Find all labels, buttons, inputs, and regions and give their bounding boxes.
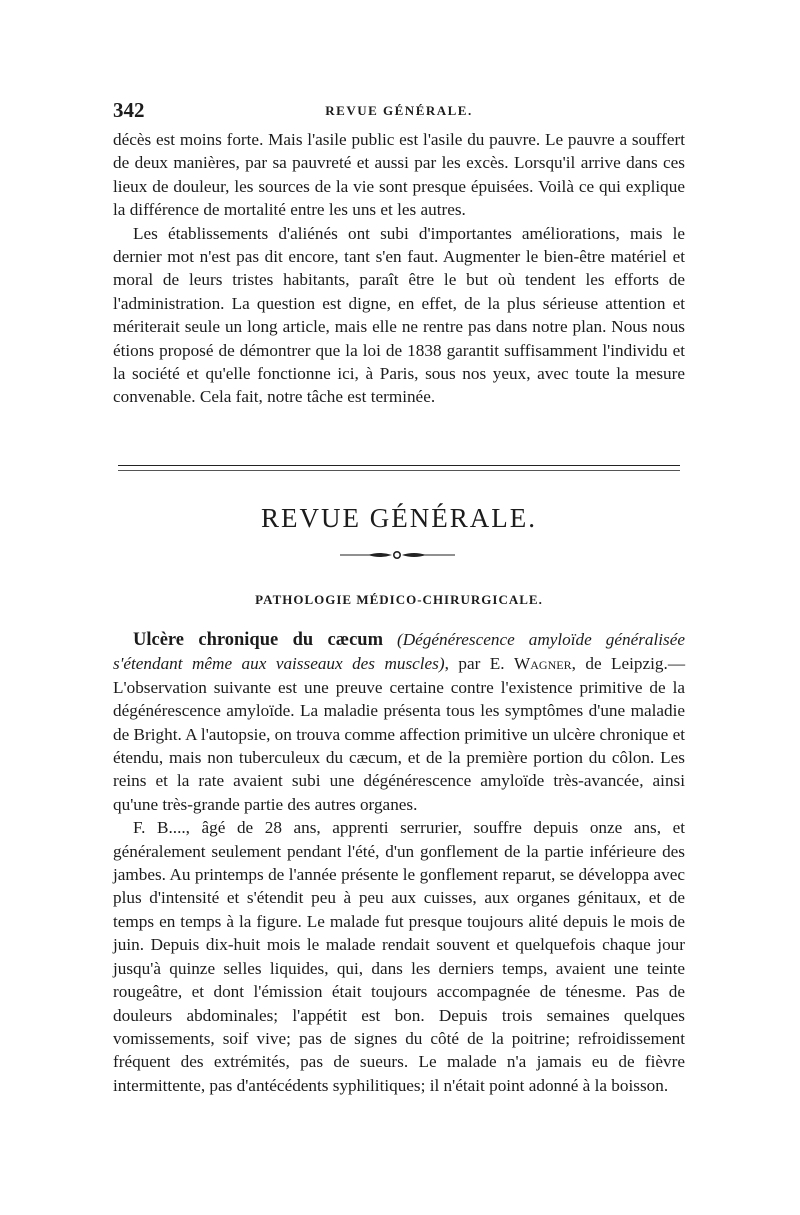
section-divider-rule: [118, 465, 680, 466]
paragraph-intro-2: Les établissements d'aliénés ont subi d'importantes améliorations, mais le dernier mot n'est pas dit encore, tant s'en faut. Augmenter le bien-être matériel et moral de leurs tristes habitants, paraît être le but où tendent les efforts de l'administration. La question est digne, en effet, de la plus sérieuse attention et mériterait seule un long article, mais elle ne rentre pas dans notre plan. Nous nous étions proposé de démontrer que la loi de 1838 garantit suffisamment l'individu et la société et qu'elle fonctionne ici, à Paris, sous nos yeux, avec toute la mesure convenable. Cela fait, notre tâche est terminée.: [113, 223, 685, 407]
article-text-block: [113, 628, 685, 1097]
article-author: Wagner: [514, 654, 572, 674]
article-title: Ulcère chronique du cæcum: [133, 630, 383, 650]
subsection-heading: PATHOLOGIE MÉDICO-CHIRURGICALE.: [255, 592, 543, 607]
section-divider-rule-thin: [118, 470, 680, 471]
ornament-flourish-icon: [340, 548, 455, 562]
page-number: 342: [113, 98, 145, 122]
article-case-paragraph: F. B...., âgé de 28 ans, apprenti serrurier, souffre depuis onze ans, et généralement seulement pendant l'été, d'un gonflement de la partie inférieure des jambes. Au printemps de l'année présente le gonflement reparut, se développa avec plus d'intensité et s'étendit peu à peu aux cuisses, aux organes génitaux, et de temps en temps à la figure. Le malade fut presque toujours alité depuis le mois de juin. Depuis dix-huit mois le malade rendait souvent et quelquefois chaque jour jusqu'à quinze selles liquides, qui, dans les derniers temps, avaient une teinte rougeâtre, et dont l'émission était toujours accompagnée de ténesme. Pas de douleurs abdominales; l'appétit est bon. Depuis trois semaines quelques vomissements, soif vive; pas de signes du côté de la poitrine; refroidissement fréquent des extrémités, pas de sueurs. Le malade n'a jamais eu de fièvre intermittente, pas d'antécédents syphilitiques; il n'était point adonné à la boisson.: [113, 818, 685, 1095]
paragraph-intro-1: décès est moins forte. Mais l'asile public est l'asile du pauvre. Le pauvre a souffert de deux manières, par sa pauvreté et aussi par les excès. Lorsqu'il arrive dans ces lieux de douleur, les sources de la vie sont presque épuisées. Voilà ce qui explique la différence de mortalité entre les uns et les autres.: [113, 130, 685, 220]
article-subtitle: (Dégénérescence amyloïde généralisée s'étendant même aux vaisseaux des muscles): [113, 630, 685, 674]
section-title: REVUE GÉNÉRALE.: [261, 503, 537, 533]
article-lead-paragraph: [113, 628, 685, 816]
running-head: REVUE GÉNÉRALE.: [325, 103, 473, 118]
article-lead-text: , de Leipzig.— L'observation suivante est une preuve certaine contre l'existence primitive de la dégénérescence amyloïde. La maladie présenta tous les symptômes d'une maladie de Bright. A l'autopsie, on trouva comme affection primitive un ulcère chronique et étendu, mais non tuberculeux du cæcum, et de la première portion du côlon. Les reins et la rate avaient subi une dégénérescence amyloïde très-avancée, ainsi qu'une très-grande partie des autres organes.: [113, 654, 686, 814]
closing-text-block: [113, 128, 685, 409]
byline-prefix: , par E.: [444, 654, 515, 674]
page-header: [113, 98, 685, 120]
